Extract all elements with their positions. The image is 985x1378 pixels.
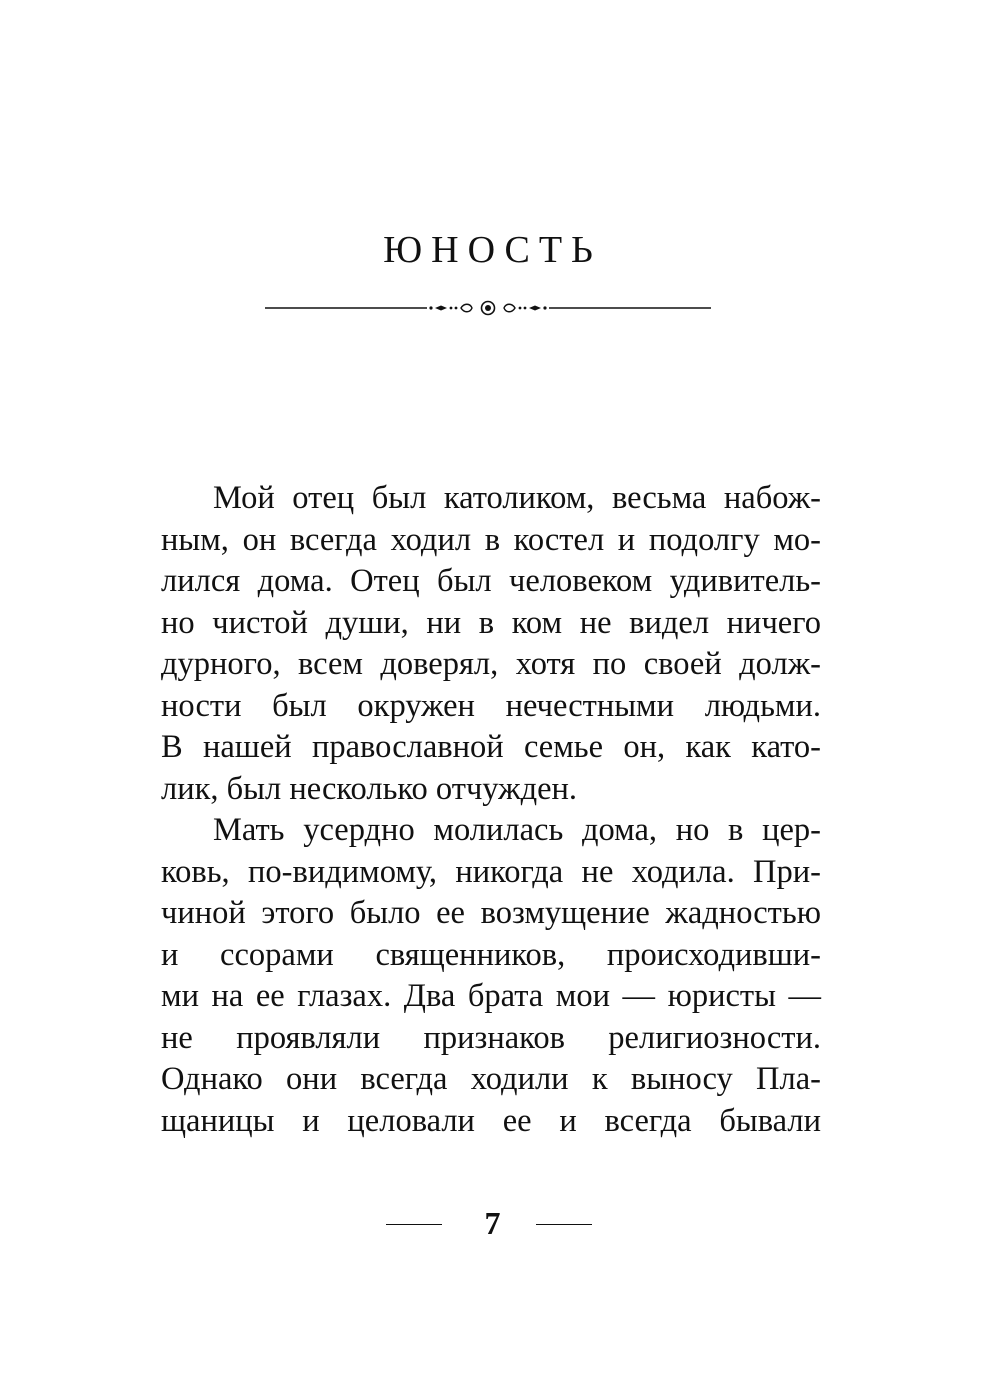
body-text [161,478,821,1142]
text-line: но чистой души, ни в ком не видел ничего [161,604,821,641]
text-line: щаницы и целовали ее и всегда бывали [161,1102,821,1139]
text-line: дурного, всем доверял, хотя по своей долж- [161,646,821,682]
text-line: лик, был несколько отчужден. [161,770,578,807]
text-line: лился дома. Отец был человеком удивитель- [161,563,821,599]
text-line: ми на ее глазах. Два брата мои — юристы — [161,978,821,1014]
page-footer [0,1205,985,1245]
chapter-title: ЮНОСТЬ [383,229,602,271]
text-line: Мать усердно молилась дома, но в цер- [213,812,821,848]
text-line: ным, он всегда ходил в костел и подолгу мо- [161,521,821,558]
text-line: Однако они всегда ходили к выносу Пла- [161,1061,821,1097]
paragraph-1 [161,478,821,810]
paragraph-2 [161,810,821,1142]
text-line: не проявляли признаков религиозности. [161,1019,821,1056]
text-line: и ссорами священников, происходивши- [161,936,821,973]
page-number: 7 [484,1205,501,1241]
text-line: ковь, по-видимому, никогда не ходила. При- [161,853,821,890]
text-line: Мой отец был католиком, весьма набож- [213,480,821,516]
decorative-divider-icon [265,296,711,320]
text-line: В нашей православной семье он, как като- [161,729,821,765]
text-line: чиной этого было ее возмущение жадностью [161,895,821,931]
text-line: ности был окружен нечестными людьми. [161,687,821,724]
footer-rule-right [536,1224,592,1225]
